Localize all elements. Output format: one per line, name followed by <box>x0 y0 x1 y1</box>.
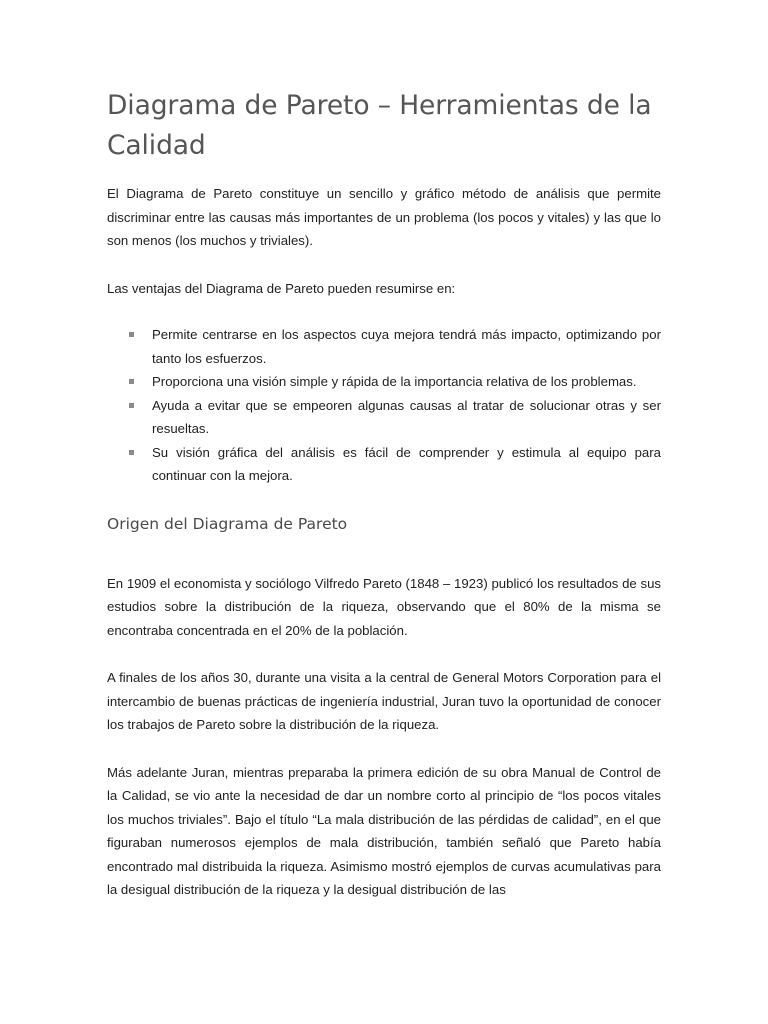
advantages-list <box>107 323 661 488</box>
intro-paragraph: El Diagrama de Pareto constituye un sencillo y gráfico método de análisis que permite discriminar entre las causas más importantes de un problema (los pocos y vitales) y las que lo son menos (los muchos y triviales). <box>107 186 661 248</box>
list-item <box>107 323 661 370</box>
origin-paragraph: Más adelante Juran, mientras preparaba la primera edición de su obra Manual de Control de la Calidad, se vio ante la necesidad de dar un nombre corto al principio de “los pocos vitales los muchos triviales”. Bajo el título “La mala distribución de las pérdidas de calidad”, en el que figuraban numerosos ejemplos de mala distribución, también señaló que Pareto había encontrado mal distribuida la riqueza. Asimismo mostró ejemplos de curvas acumulativas para la desigual distribución de la riqueza y la desigual distribución de las <box>107 764 661 897</box>
advantages-lead: Las ventajas del Diagrama de Pareto pueden resumirse en: <box>107 280 456 296</box>
list-item-text: Su visión gráfica del análisis es fácil de comprender y estimula al equipo para continuar con la mejora. <box>152 444 661 483</box>
document-page <box>107 86 661 902</box>
list-item <box>107 394 661 441</box>
document-title: Diagrama de Pareto – Herramientas de la Calidad <box>107 90 652 161</box>
bullet-square-icon <box>129 403 134 408</box>
origin-paragraph: A finales de los años 30, durante una visita a la central de General Motors Corporation para el intercambio de buenas prácticas de ingeniería industrial, Juran tuvo la oportunidad de conocer los trabajos de Pareto sobre la distribución de la riqueza. <box>107 670 661 732</box>
bullet-square-icon <box>129 332 134 337</box>
section-heading-origin: Origen del Diagrama de Pareto <box>107 514 348 533</box>
list-item-text: Proporciona una visión simple y rápida de la importancia relativa de los problemas. <box>152 374 637 389</box>
list-item <box>107 370 661 394</box>
bullet-square-icon <box>129 450 134 455</box>
list-item-text: Permite centrarse en los aspectos cuya mejora tendrá más impacto, optimizando por tanto los esfuerzos. <box>152 327 661 366</box>
list-item <box>107 441 661 488</box>
list-item-text: Ayuda a evitar que se empeoren algunas causas al tratar de solucionar otras y ser resueltas. <box>152 397 661 436</box>
origin-paragraph: En 1909 el economista y sociólogo Vilfredo Pareto (1848 – 1923) publicó los resultados de sus estudios sobre la distribución de la riqueza, observando que el 80% de la misma se encontraba concentrada en el 20% de la población. <box>107 575 661 638</box>
bullet-square-icon <box>129 379 134 384</box>
